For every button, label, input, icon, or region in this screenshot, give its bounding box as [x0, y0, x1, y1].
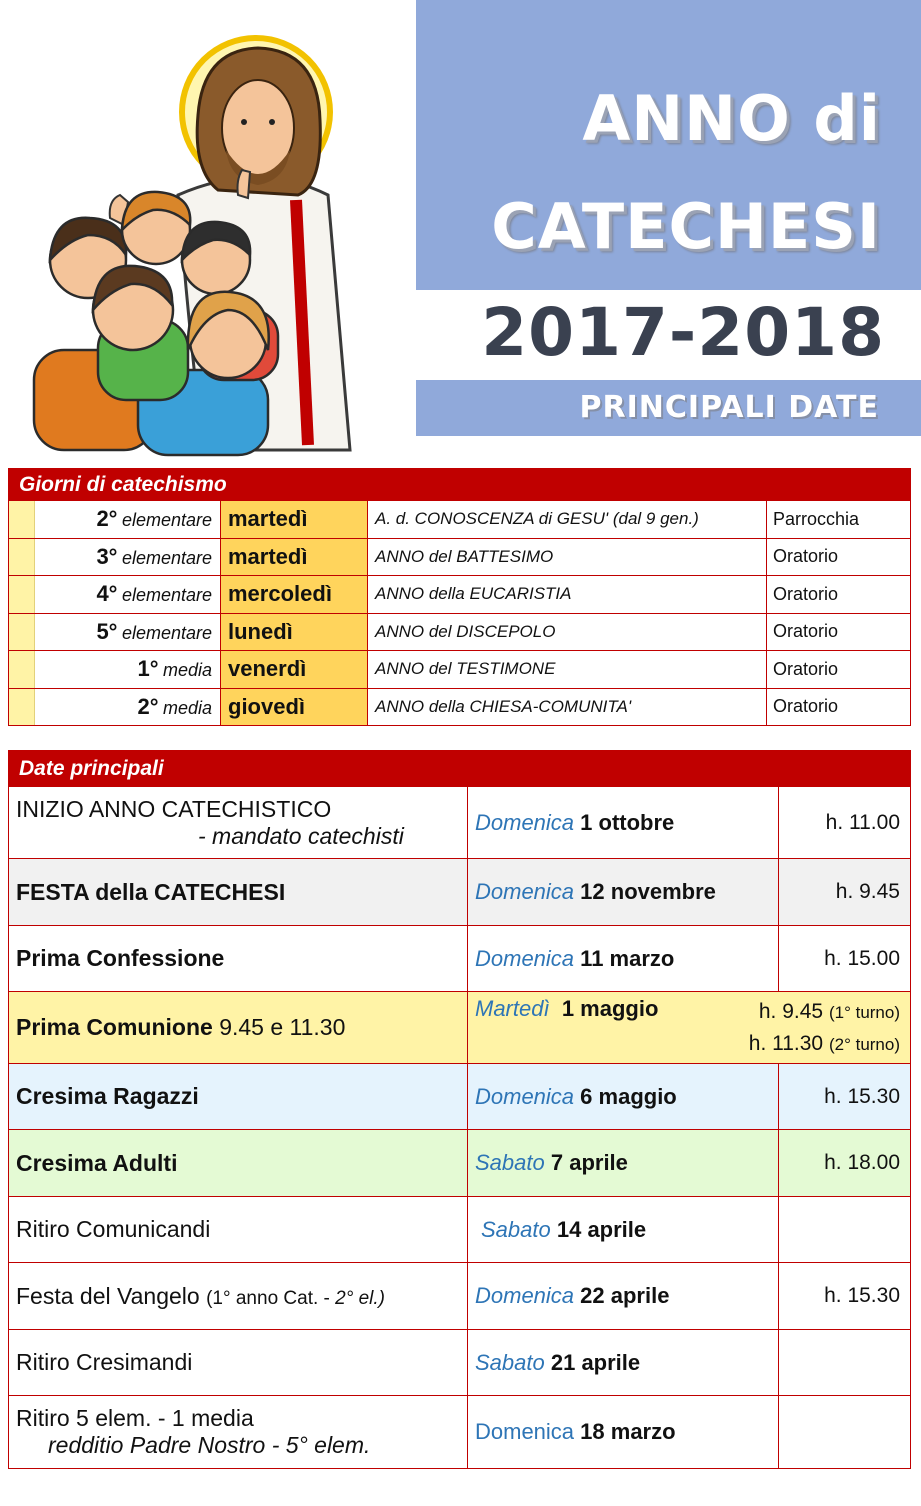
event-note-italic: 2° el.): [335, 1287, 385, 1309]
table-row: [9, 501, 911, 539]
class-number: 1°: [137, 656, 159, 682]
event-cell: [9, 1197, 468, 1263]
weekday-cell: lunedì: [221, 613, 368, 651]
event-name: Festa del Vangelo: [16, 1282, 200, 1309]
event-name: Cresima Adulti: [16, 1149, 178, 1176]
place-cell: Oratorio: [767, 688, 911, 726]
class-level: elementare: [121, 585, 212, 606]
weekday-cell: venerdì: [221, 651, 368, 689]
event-weekday: Domenica: [475, 1419, 575, 1444]
event-date: 1 ottobre: [580, 809, 675, 835]
catechism-days-heading: Giorni di catechismo: [9, 469, 368, 501]
weekday-cell: martedì: [221, 538, 368, 576]
date-cell: [468, 992, 911, 1064]
event-weekday: Domenica: [475, 879, 575, 904]
event-hour: h. 18.00: [779, 1130, 911, 1197]
event-date: 18 marzo: [580, 1419, 676, 1444]
date-cell: [468, 1130, 779, 1197]
class-level: elementare: [121, 510, 212, 531]
event-weekday: Domenica: [475, 945, 575, 971]
event-name: FESTA della CATECHESI: [16, 878, 286, 905]
event-hour: h. 11.00: [779, 787, 911, 859]
event-weekday: Domenica: [475, 809, 575, 835]
event-name: Ritiro 5 elem. - 1 media: [16, 1405, 254, 1431]
event-cell: [9, 859, 468, 926]
table-row: [9, 1197, 911, 1263]
title-line-1: ANNO di: [582, 82, 881, 155]
event-cell: [9, 787, 468, 859]
class-number: 4°: [96, 581, 118, 607]
table-row: [9, 1130, 911, 1197]
event-hour: h. 15.30: [779, 1064, 911, 1130]
event-hour-note: (1° turno): [828, 1003, 900, 1022]
event-times: 9.45 e 11.30: [219, 1014, 346, 1040]
table-row: [9, 1330, 911, 1396]
event-hour: h. 15.00: [779, 926, 911, 992]
table-row: [9, 538, 911, 576]
event-date: 12 novembre: [580, 879, 716, 904]
event-name: Prima Comunione: [16, 1014, 213, 1040]
table-row: [9, 992, 911, 1064]
event-hour: [779, 1197, 911, 1263]
catechism-days-table: [8, 468, 911, 726]
event-weekday: Sabato: [475, 1349, 545, 1375]
event-name: Cresima Ragazzi: [16, 1083, 199, 1109]
main-dates-table: [8, 750, 911, 1469]
event-subtitle: redditio Padre Nostro - 5° elem.: [48, 1432, 371, 1458]
class-cell: [35, 651, 221, 689]
main-dates-header: [9, 751, 911, 787]
event-note: (1° anno Cat. -: [206, 1287, 336, 1309]
event-hour: [779, 1396, 911, 1469]
event-name: Ritiro Comunicandi: [16, 1216, 211, 1242]
date-cell: [468, 787, 779, 859]
date-cell: [468, 1396, 779, 1469]
event-weekday: Martedì: [475, 996, 550, 1021]
event-cell: [9, 926, 468, 992]
event-cell: [9, 1330, 468, 1396]
event-weekday: Sabato: [481, 1216, 551, 1242]
event-name: Prima Confessione: [16, 945, 225, 971]
class-cell: [35, 688, 221, 726]
event-weekday: Domenica: [475, 1083, 575, 1109]
event-date: 14 aprile: [556, 1216, 647, 1242]
event-hour: h. 9.45: [779, 859, 911, 926]
year-theme-cell: ANNO della CHIESA-COMUNITA': [368, 688, 767, 726]
event-cell: [9, 1263, 468, 1330]
class-number: 3°: [96, 543, 118, 569]
table-row: [9, 1064, 911, 1130]
weekday-cell: mercoledì: [221, 576, 368, 614]
class-number: 2°: [137, 693, 159, 719]
event-date: 21 aprile: [550, 1349, 641, 1375]
date-cell: [468, 1197, 779, 1263]
place-cell: Oratorio: [767, 576, 911, 614]
year-theme-cell: ANNO della EUCARISTIA: [368, 576, 767, 614]
event-weekday: Sabato: [475, 1150, 545, 1175]
table-row: [9, 576, 911, 614]
event-hour-2: h. 11.30: [748, 1032, 824, 1055]
event-date: 7 aprile: [550, 1150, 628, 1175]
table-row: [9, 1396, 911, 1469]
event-hour-2-note: (2° turno): [828, 1035, 900, 1054]
class-cell: [35, 501, 221, 539]
class-level: elementare: [121, 547, 212, 568]
event-date: 1 maggio: [561, 996, 659, 1021]
class-cell: [35, 613, 221, 651]
title-line-2: CATECHESI: [491, 190, 881, 263]
event-subtitle: - mandato catechisti: [198, 822, 404, 849]
table-row: [9, 651, 911, 689]
subtitle: PRINCIPALI DATE: [579, 390, 879, 425]
date-cell: [468, 859, 779, 926]
place-cell: Parrocchia: [767, 501, 911, 539]
date-cell: [468, 926, 779, 992]
weekday-cell: giovedì: [221, 688, 368, 726]
jesus-with-children-illustration: [28, 20, 388, 460]
table-row: [9, 688, 911, 726]
class-cell: [35, 576, 221, 614]
date-cell: [468, 1330, 779, 1396]
class-level: media: [162, 660, 212, 681]
event-date: 11 marzo: [580, 945, 675, 971]
event-cell: [9, 1396, 468, 1469]
main-dates-heading: Date principali: [9, 751, 468, 787]
year-band: [400, 290, 921, 380]
event-date: 6 maggio: [580, 1083, 677, 1109]
place-cell: Oratorio: [767, 651, 911, 689]
year-theme-cell: ANNO del TESTIMONE: [368, 651, 767, 689]
event-name: INIZIO ANNO CATECHISTICO: [16, 795, 332, 822]
event-cell: [9, 1130, 468, 1197]
event-name: Ritiro Cresimandi: [16, 1349, 193, 1375]
event-hour: h. 9.45: [758, 1000, 824, 1023]
place-cell: Oratorio: [767, 613, 911, 651]
class-level: elementare: [121, 622, 212, 643]
year-theme-cell: A. d. CONOSCENZA di GESU' (dal 9 gen.): [368, 501, 767, 539]
table-row: [9, 1263, 911, 1330]
class-level: media: [162, 697, 212, 718]
event-hour: h. 15.30: [779, 1263, 911, 1330]
table-row: [9, 613, 911, 651]
table-row: [9, 926, 911, 992]
date-cell: [468, 1263, 779, 1330]
event-hour: [779, 1330, 911, 1396]
event-weekday: Domenica: [475, 1283, 575, 1308]
event-cell: [9, 992, 468, 1064]
year-theme-cell: ANNO del DISCEPOLO: [368, 613, 767, 651]
year-theme-cell: ANNO del BATTESIMO: [368, 538, 767, 576]
school-year: 2017-2018: [481, 294, 885, 371]
weekday-cell: martedì: [221, 501, 368, 539]
table-row: [9, 859, 911, 926]
class-number: 5°: [96, 618, 118, 644]
catechism-days-header: [9, 469, 911, 501]
class-number: 2°: [96, 506, 118, 532]
place-cell: Oratorio: [767, 538, 911, 576]
date-cell: [468, 1064, 779, 1130]
class-cell: [35, 538, 221, 576]
event-cell: [9, 1064, 468, 1130]
table-row: [9, 787, 911, 859]
event-date: 22 aprile: [580, 1283, 670, 1308]
